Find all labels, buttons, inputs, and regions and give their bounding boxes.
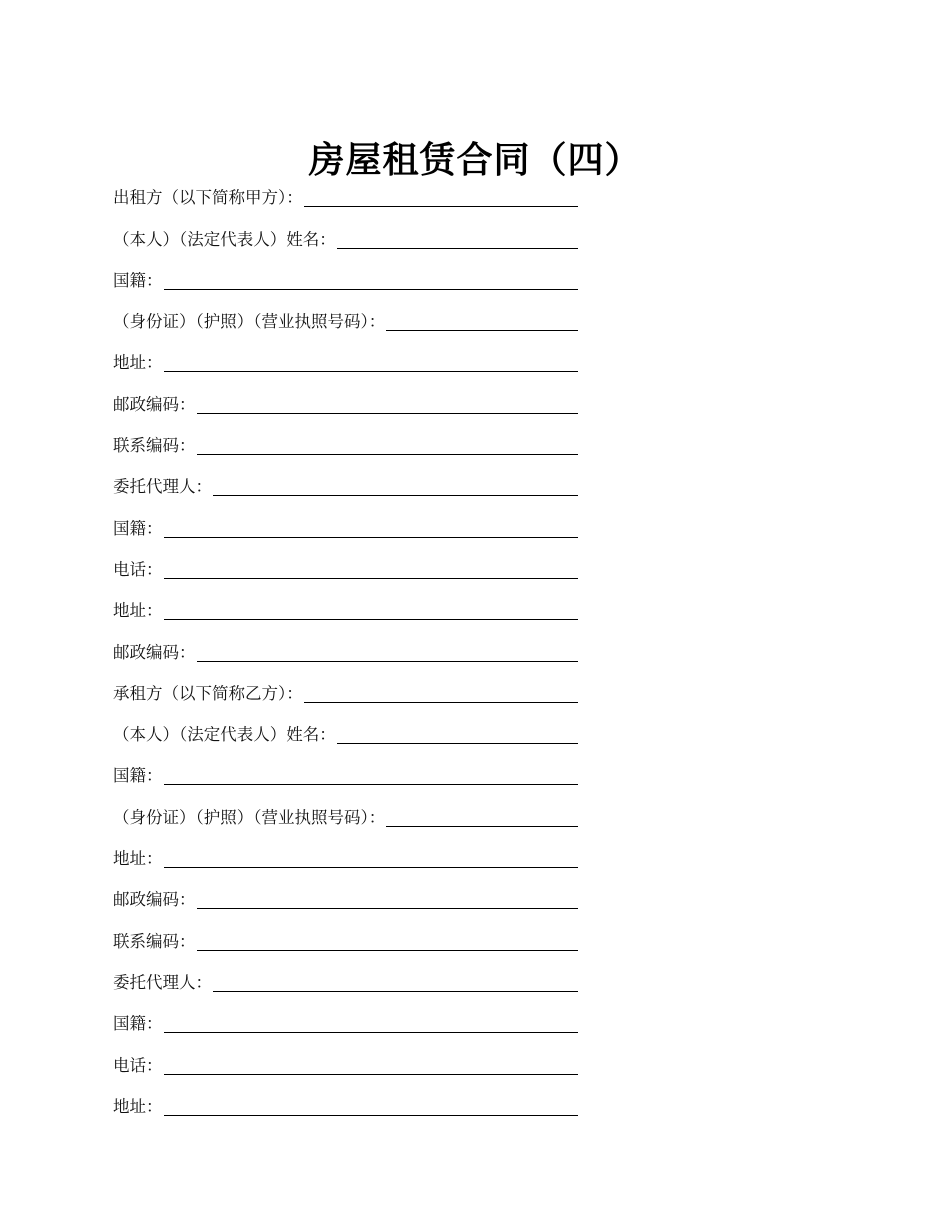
field-lessor-agent [113, 463, 578, 504]
field-label: 地址： [113, 353, 163, 373]
field-lessee-agent [113, 959, 578, 1000]
field-lessee-nationality [113, 752, 578, 793]
field-label: 邮政编码： [113, 890, 196, 910]
fill-in-blank[interactable] [164, 1097, 579, 1116]
fill-in-blank[interactable] [164, 601, 579, 620]
field-label: （身份证）（护照）（营业执照号码）： [113, 312, 386, 332]
field-lessee-postal-code [113, 876, 578, 917]
fill-in-blank[interactable] [337, 230, 578, 249]
field-label: 电话： [113, 1055, 163, 1075]
fill-in-blank[interactable] [197, 436, 579, 455]
fill-in-blank[interactable] [164, 1056, 579, 1075]
fill-in-blank[interactable] [304, 684, 578, 703]
field-lessor-agent-phone [113, 546, 578, 587]
field-lessor-id-number [113, 298, 578, 339]
field-label: 联系编码： [113, 931, 196, 951]
field-label: 委托代理人： [113, 972, 212, 992]
fill-in-blank[interactable] [304, 188, 578, 207]
field-label: 地址： [113, 849, 163, 869]
field-lessor [113, 174, 578, 215]
field-label: 国籍： [113, 518, 163, 538]
field-lessee-id-number [113, 793, 578, 834]
fill-in-blank[interactable] [164, 353, 579, 372]
field-label: 联系编码： [113, 436, 196, 456]
field-label: 电话： [113, 559, 163, 579]
fill-in-blank[interactable] [197, 932, 579, 951]
fill-in-blank[interactable] [164, 1014, 579, 1033]
field-label: 出租方（以下简称甲方）： [113, 188, 303, 208]
fill-in-blank[interactable] [213, 477, 578, 496]
field-lessor-agent-postal-code [113, 628, 578, 669]
field-lessee-address [113, 835, 578, 876]
field-label: 承租方（以下简称乙方）： [113, 683, 303, 703]
field-label: 邮政编码： [113, 642, 196, 662]
fill-in-blank[interactable] [337, 725, 578, 744]
fill-in-blank[interactable] [197, 890, 579, 909]
field-label: 国籍： [113, 766, 163, 786]
document-title: 房屋租赁合同（四） [308, 139, 642, 182]
field-label: 国籍： [113, 270, 163, 290]
fill-in-blank[interactable] [197, 395, 579, 414]
fill-in-blank[interactable] [197, 643, 579, 662]
field-lessor-address [113, 339, 578, 380]
field-label: 地址： [113, 601, 163, 621]
field-label: （本人）（法定代表人）姓名： [113, 229, 336, 249]
fill-in-blank[interactable] [164, 766, 579, 785]
party-info-form [113, 174, 578, 1124]
fill-in-blank[interactable] [164, 560, 579, 579]
field-label: 委托代理人： [113, 477, 212, 497]
field-lessor-nationality [113, 257, 578, 298]
field-lessee [113, 670, 578, 711]
fill-in-blank[interactable] [164, 849, 579, 868]
field-lessee-agent-phone [113, 1041, 578, 1082]
fill-in-blank[interactable] [213, 973, 578, 992]
field-lessor-agent-nationality [113, 504, 578, 545]
field-label: 地址： [113, 1096, 163, 1116]
field-lessor-postal-code [113, 380, 578, 421]
field-lessee-agent-address [113, 1083, 578, 1124]
fill-in-blank[interactable] [386, 808, 578, 827]
field-lessor-contact-code [113, 422, 578, 463]
field-label: 邮政编码： [113, 394, 196, 414]
fill-in-blank[interactable] [164, 519, 579, 538]
field-lessee-contact-code [113, 917, 578, 958]
field-label: 国籍： [113, 1014, 163, 1034]
fill-in-blank[interactable] [164, 271, 579, 290]
fill-in-blank[interactable] [386, 312, 578, 331]
field-lessee-name [113, 711, 578, 752]
field-lessor-name [113, 215, 578, 256]
field-label: （身份证）（护照）（营业执照号码）： [113, 807, 386, 827]
field-label: （本人）（法定代表人）姓名： [113, 725, 336, 745]
field-lessor-agent-address [113, 587, 578, 628]
field-lessee-agent-nationality [113, 1000, 578, 1041]
